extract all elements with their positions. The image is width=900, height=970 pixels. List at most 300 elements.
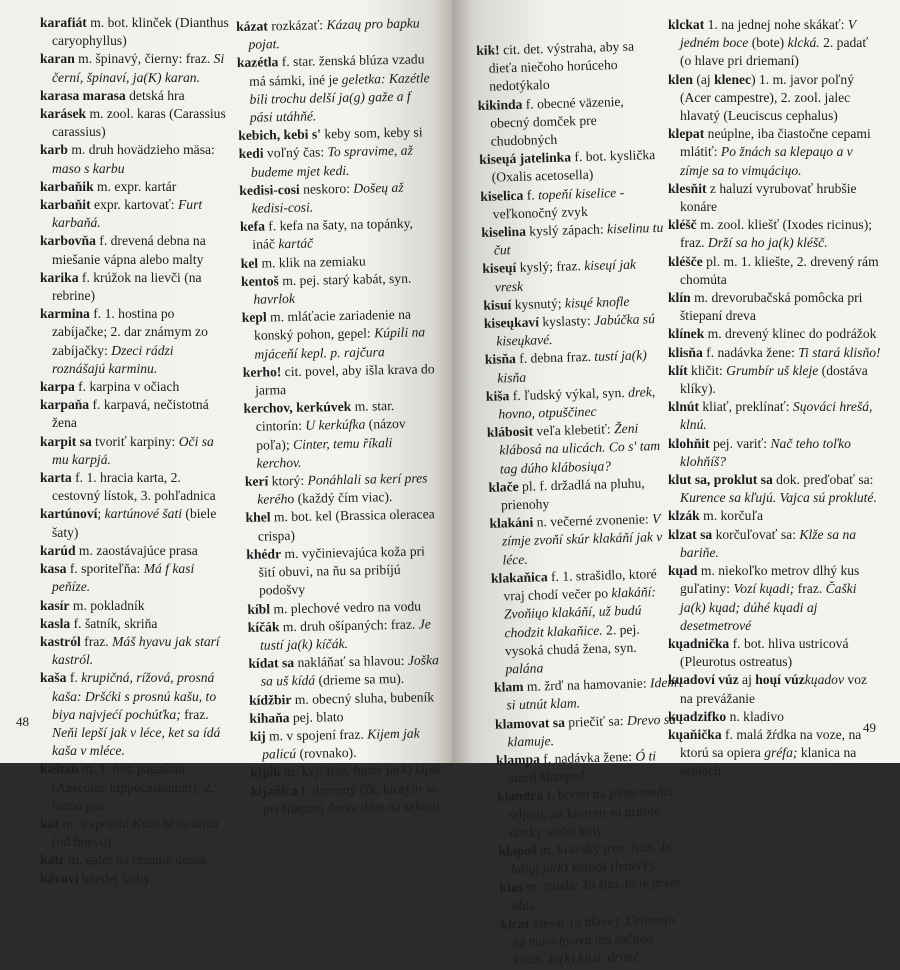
headword: klín bbox=[668, 290, 691, 306]
headword: kefa bbox=[239, 218, 266, 235]
headword: kídat sa bbox=[248, 655, 295, 671]
definition-text: f. malá žŕdka na voze, na ktorú sa opiera bbox=[680, 726, 862, 761]
right-column-1 bbox=[476, 37, 686, 970]
headword: klapoš bbox=[498, 842, 537, 859]
headword: karpa bbox=[40, 379, 75, 395]
dictionary-entry bbox=[40, 305, 230, 378]
definition-text: f. bot. kyslička (Oxalis acetosella) bbox=[491, 147, 656, 186]
definition-text: f. drevený ťík, ktorým sa pri štiepaní dreva tlčie na sekeru bbox=[263, 779, 440, 817]
definition-text: m. zool. karas (Carassius carassius) bbox=[52, 106, 226, 140]
dictionary-entry bbox=[40, 505, 230, 541]
headword: kikinda bbox=[477, 96, 523, 113]
dictionary-entry bbox=[478, 91, 663, 151]
dictionary-entry bbox=[40, 815, 230, 851]
definition-text: (biele šaty) bbox=[52, 506, 217, 540]
headword: kųad bbox=[668, 563, 698, 579]
definition-text: o (každý čím viac). bbox=[287, 489, 393, 507]
dictionary-entry bbox=[668, 635, 882, 671]
dictionary-entry bbox=[40, 560, 230, 596]
dictionary-entry bbox=[496, 747, 681, 789]
dictionary-entry bbox=[40, 269, 230, 305]
dictionary-entry bbox=[497, 783, 682, 843]
definition-text: m. trieda: bbox=[522, 877, 583, 895]
definition-text: f. karpavá, nečistotná žena bbox=[52, 397, 209, 431]
definition-text: m. korčuľa bbox=[699, 508, 764, 524]
headword: kázat bbox=[236, 18, 269, 34]
headword: karbovňa bbox=[40, 233, 96, 249]
dictionary-entry bbox=[40, 87, 230, 105]
headword: kiseųí bbox=[482, 260, 517, 277]
definition-text: m. v spojení bbox=[58, 815, 133, 831]
dictionary-entry bbox=[250, 724, 447, 764]
dictionary-entry bbox=[668, 71, 882, 126]
definition-text: m. vyčinievajúca koža pri šití obuvi, na ňu sa pribíjú podošvy bbox=[258, 543, 425, 598]
dictionary-entry bbox=[249, 688, 445, 710]
example-text: Čaški ja(k) kųad; dúhé kųadi aj desetmetrové bbox=[680, 581, 857, 633]
dictionary-entry bbox=[498, 837, 683, 879]
headword: kųaňička bbox=[668, 726, 722, 742]
headword: kųadoví vúz bbox=[668, 672, 739, 688]
definition-text: detská hra bbox=[125, 87, 185, 103]
definition-text: f. obecné väzenie, obecný domček pre chudobných bbox=[490, 93, 625, 149]
dictionary-entry bbox=[668, 708, 882, 726]
definition-text: voľný čas: bbox=[263, 144, 328, 161]
example-text: Jabúčka sú kiseųkavé. bbox=[496, 311, 656, 349]
headword: kebich, kebi s' bbox=[238, 126, 322, 144]
definition-text: (názov poľa); bbox=[256, 416, 406, 453]
definition-text: (lenivý). bbox=[606, 857, 658, 874]
definition-text: (drieme sa mu). bbox=[314, 671, 405, 688]
headword: klut sa, proklut sa bbox=[668, 472, 773, 488]
headword: kazétla bbox=[236, 54, 279, 71]
definition-text: korčuľovať sa: bbox=[712, 526, 800, 542]
headword: kat bbox=[40, 815, 59, 831]
right-page bbox=[452, 0, 900, 968]
dictionary-entry bbox=[668, 325, 882, 343]
headword: klakaňica bbox=[490, 569, 548, 586]
headword: klínek bbox=[668, 326, 705, 342]
dictionary-entry bbox=[668, 507, 882, 525]
definition-text: f. star. ženská blúza vzadu má sámki, iné je bbox=[249, 51, 425, 89]
example-text: To žito, to je první klas. bbox=[511, 874, 681, 913]
example-text: Drží sa ho ja(k) kléšč. bbox=[707, 235, 828, 251]
dictionary-entry bbox=[668, 362, 882, 398]
definition-text: f. ľudský výkal, syn. bbox=[509, 384, 629, 404]
dictionary-entry bbox=[40, 870, 230, 888]
dictionary-entry bbox=[476, 37, 661, 97]
headword: karmina bbox=[40, 306, 90, 322]
dictionary-entry bbox=[40, 633, 230, 669]
headword: karafiát bbox=[40, 15, 87, 30]
definition-text: f. 1. strašidlo, ktoré vraj chodí večer po bbox=[503, 566, 657, 604]
definition-text: m. zool. kliešť (Ixodes ricinus); fraz. bbox=[680, 217, 873, 251]
dictionary-entry bbox=[239, 178, 436, 218]
headword: klábosit bbox=[486, 423, 534, 441]
example-text: Ženi klábosá na ulicách. Co s' tam tag dúho klábosiųa? bbox=[499, 420, 661, 477]
left-column-1 bbox=[40, 14, 230, 888]
example-text: havrlok bbox=[253, 290, 296, 307]
example-text: Neňi lepší jak v léce, ket sa ídá kaša v mléce. bbox=[52, 724, 221, 759]
headword: klenec bbox=[714, 71, 752, 87]
headword: kasír bbox=[40, 597, 70, 613]
definition-text: m. niekoľko metrov dlhý kus guľatiny: bbox=[680, 563, 860, 597]
dictionary-entry bbox=[481, 219, 666, 261]
definition-text: cit. povel, aby išla krava do jarma bbox=[255, 361, 435, 398]
definition-text: m. pej. starý kabát, syn. bbox=[278, 270, 412, 289]
dictionary-entry bbox=[40, 14, 230, 50]
dictionary-entry bbox=[668, 435, 882, 471]
headword: kátr bbox=[40, 852, 65, 868]
left-page bbox=[0, 0, 452, 886]
headword: kedisi-cosi bbox=[239, 181, 300, 198]
dictionary-entry bbox=[241, 269, 438, 309]
definition-text: m. kravský trus: fraz. bbox=[536, 839, 660, 858]
headword: kíčák bbox=[247, 618, 280, 635]
example-text: Furt karbaňá. bbox=[52, 197, 203, 231]
headword: kijaňica bbox=[250, 782, 298, 799]
headword: karpit sa bbox=[40, 433, 92, 449]
example-text: topeňí kiselice bbox=[537, 184, 617, 202]
headword: klohňit bbox=[668, 435, 710, 451]
definition-text: kličit: bbox=[687, 362, 727, 378]
headword: kíbl bbox=[247, 600, 271, 617]
example-text: tustí ja(k) kisňa bbox=[497, 347, 647, 386]
dictionary-entry bbox=[668, 398, 882, 434]
left-column-2 bbox=[236, 14, 447, 819]
example-text: kiseųí jak vresk bbox=[494, 257, 637, 295]
definition-text: f. karpina v očiach bbox=[74, 379, 180, 395]
definition-text: m. mláťacie zariadenie na konský pohon, gepel: bbox=[253, 306, 412, 344]
example-text: maso s karbu bbox=[52, 160, 125, 176]
headword: kedi bbox=[238, 145, 264, 162]
definition-text: m. drevorubačská pomôcka pri štiepaní dreva bbox=[680, 290, 863, 324]
headword: kaša bbox=[40, 670, 67, 686]
headword: khédr bbox=[246, 546, 282, 562]
example-text: Si černí, špinaví, ja(K) karan. bbox=[52, 51, 225, 85]
definition-text: f. sporiteľňa: bbox=[66, 561, 144, 577]
example-text: Katu bi sa daya bbox=[132, 815, 219, 831]
dictionary-entry bbox=[480, 182, 665, 224]
dictionary-entry bbox=[494, 674, 679, 716]
definition-text: ktorý: bbox=[268, 472, 308, 489]
headword: karan bbox=[40, 51, 75, 67]
headword: kiseųkaví bbox=[483, 314, 540, 331]
definition-text: (bote) bbox=[748, 35, 788, 51]
headword: karúd bbox=[40, 542, 76, 558]
dictionary-entry bbox=[245, 506, 442, 546]
definition-text: f. bot. hliva ustricová (Pleurotus ostreatus) bbox=[680, 635, 849, 670]
example-text: Klže sa na bariňe. bbox=[680, 526, 857, 560]
headword: kídžbir bbox=[248, 691, 292, 708]
dictionary-entry bbox=[668, 526, 882, 562]
dictionary-entry bbox=[248, 651, 445, 691]
definition-text: m. drevený klinec do podrážok bbox=[704, 326, 877, 342]
definition-text: priečiť sa: bbox=[564, 712, 628, 730]
definition-text: fraz. bbox=[80, 633, 113, 649]
dictionary-entry bbox=[668, 16, 882, 71]
definition-text: 2. padať (o hlave pri driemaní) bbox=[680, 35, 869, 69]
dictionary-entry bbox=[484, 310, 669, 352]
dictionary-entry bbox=[236, 14, 433, 54]
example-text: Ó ti stará klampo! bbox=[508, 748, 657, 786]
definition-text: kyslý zápach: bbox=[525, 221, 608, 239]
definition-text: f. 1. hracia karta, 2. cestovný lístok, 3. pohľadnica bbox=[52, 470, 216, 504]
example-text: Kurence sa kľujú. Vajca sú prokluté. bbox=[680, 490, 877, 506]
definition-text: kyslasty: bbox=[538, 312, 595, 330]
definition-text: m. zaostávajúce prasa bbox=[75, 542, 198, 558]
dictionary-entry bbox=[500, 910, 685, 970]
headword: hoųí vúz bbox=[755, 672, 805, 688]
dictionary-entry bbox=[40, 597, 230, 615]
headword: kihaňa bbox=[249, 709, 290, 726]
headword: klandra bbox=[496, 787, 544, 805]
definition-text: f. kefa na šaty, na topánky, ináč bbox=[252, 215, 414, 253]
dictionary-entry bbox=[245, 469, 442, 509]
headword: klampa bbox=[495, 751, 541, 768]
dictionary-entry bbox=[40, 50, 230, 86]
definition-text: m. gáter na rezanie dosák bbox=[64, 852, 207, 868]
definition-text: f. šatník, skriňa bbox=[70, 615, 158, 631]
right-column-2 bbox=[668, 16, 882, 781]
headword: klen bbox=[668, 71, 693, 87]
definition-text: dok. preďobať sa: bbox=[772, 472, 874, 488]
headword: klckat bbox=[668, 17, 705, 32]
headword: karásek bbox=[40, 106, 87, 122]
headword: klisňa bbox=[668, 344, 703, 360]
example-text: Má f kasi peňíze. bbox=[52, 561, 195, 595]
dictionary-entry bbox=[668, 125, 882, 180]
example-text: Došeų až kedisi-cosi. bbox=[251, 179, 404, 216]
example-text: drek, hovno, otpuščinec bbox=[498, 383, 656, 422]
dictionary-entry bbox=[668, 562, 882, 635]
example-text: geletka: Kazétle bili trochu delší ja(g) gaže a f pási utáhňé. bbox=[249, 69, 430, 125]
dictionary-entry bbox=[495, 710, 680, 752]
headword: kasa bbox=[40, 561, 67, 577]
example-text: Nač teho toľko klohňíš? bbox=[680, 435, 851, 469]
example-text: Joška sa uš kídá bbox=[260, 652, 439, 689]
dictionary-entry bbox=[40, 232, 230, 268]
definition-text: f. debna fraz. bbox=[515, 349, 595, 367]
headword: karbaňik bbox=[40, 178, 94, 194]
definition-text: (rovnako). bbox=[295, 744, 357, 762]
example-text: Drímaųo sa mu a hyava mu začaųa klcat. Ja(k) klcá, drímé. bbox=[512, 911, 675, 968]
headword: kastról bbox=[40, 633, 81, 649]
dictionary-entry bbox=[238, 142, 435, 182]
definition-text: f. nadávka žene: bbox=[539, 748, 636, 767]
definition-text: klesať (o hlave): bbox=[529, 912, 626, 931]
dictionary-entry bbox=[40, 396, 230, 432]
dictionary-entry bbox=[668, 289, 882, 325]
example-text: To spravime, až budeme mjet kedi. bbox=[250, 143, 413, 180]
dictionary-entry bbox=[240, 214, 437, 254]
example-text: Kúpili na mjáceňí kepl. p. rajčura bbox=[254, 324, 426, 362]
headword: karika bbox=[40, 269, 79, 285]
dictionary-entry bbox=[248, 615, 445, 655]
definition-text: ; bbox=[97, 506, 105, 522]
definition-text: 1. na jednej nohe skákať: bbox=[704, 17, 848, 32]
dictionary-entry bbox=[40, 378, 230, 396]
definition-text: cit. det. výstraha, aby sa dieťa niečoho horúceho nedotýkalo bbox=[488, 38, 635, 95]
definition-text: m. špinavý, čierny: fraz. bbox=[74, 51, 214, 67]
example-text: klcká. bbox=[787, 35, 820, 51]
definition-text: kliať, preklínať: bbox=[698, 399, 793, 415]
dictionary-entry bbox=[668, 471, 882, 507]
headword: kisuí bbox=[483, 296, 512, 313]
example-text: kiselinu tu čut bbox=[493, 219, 664, 258]
headword: klas bbox=[499, 879, 524, 896]
example-text: Je tustí ja(k) kíčák. bbox=[259, 616, 431, 653]
dictionary-entry bbox=[668, 180, 882, 216]
definition-text: expr. kartovať: bbox=[90, 197, 178, 213]
dictionary-entry bbox=[40, 760, 230, 815]
definition-text: z haluzí vyrubovať hrubšie konáre bbox=[680, 180, 857, 215]
definition-text: m. žrď na hamovanie: bbox=[523, 675, 651, 695]
example-text: palána bbox=[505, 660, 544, 677]
example-text: Sųováci hrešá, klnú. bbox=[680, 399, 873, 433]
dictionary-entry bbox=[242, 305, 439, 363]
headword: karb bbox=[40, 142, 68, 158]
definition-text: m. bot. kel (Brassica oleracea crispa) bbox=[257, 506, 435, 544]
dictionary-entry bbox=[40, 433, 230, 469]
dictionary-entry bbox=[243, 396, 440, 473]
headword: klepat bbox=[668, 126, 705, 142]
headword: klače bbox=[488, 478, 519, 495]
example-text: kųadov bbox=[804, 672, 844, 688]
definition-text: nakláňať sa hlavou: bbox=[293, 652, 409, 671]
definition-text: f. bbox=[66, 670, 82, 686]
dictionary-entry bbox=[491, 565, 678, 679]
headword: karbaňit bbox=[40, 197, 91, 213]
definition-text: m. 1. bot. pagaštan (Aesculus hippocastanum); 2. meno psa bbox=[52, 761, 214, 813]
definition-text: neúplne, iba čiastočne cepami mlátiť: bbox=[680, 126, 871, 160]
dictionary-entry bbox=[40, 105, 230, 141]
definition-text: n. večerné zvonenie: bbox=[533, 511, 653, 530]
headword: kasla bbox=[40, 615, 71, 631]
headword: kerchov, kerkúvek bbox=[243, 399, 352, 417]
headword: kij bbox=[249, 728, 266, 744]
definition-text: (od hnevu). bbox=[52, 834, 115, 850]
example-text: V zímje zvoňí skúr klakáňí jak v léce. bbox=[501, 511, 663, 568]
dictionary-entry bbox=[40, 178, 230, 196]
headword: klakáni bbox=[489, 514, 534, 532]
example-text: Je hňiųí ja(k) klapoš bbox=[510, 838, 672, 877]
definition-text: kyslý; fraz. bbox=[516, 258, 585, 276]
example-text: Kázaų pro bapku pojat. bbox=[248, 15, 420, 52]
definition-text: m. druh ošípaných: fraz. bbox=[279, 616, 419, 634]
headword: khel bbox=[245, 509, 271, 526]
definition-text: klanica na saniach bbox=[680, 745, 857, 779]
dictionary-entry bbox=[40, 615, 230, 633]
example-text: kartáč bbox=[278, 235, 314, 252]
dictionary-entry bbox=[668, 216, 882, 252]
definition-text: m. druh hovädzieho mäsa: bbox=[67, 142, 215, 158]
definition-text: 2. pej. vysoká chudá žena, syn. bbox=[504, 621, 640, 659]
definition-text: f. krúžok na lievči (na rebrine) bbox=[52, 269, 202, 304]
definition-text: f. drevená debna na miešanie vápna alebo malty bbox=[52, 233, 206, 267]
definition-text: pej. blato bbox=[289, 708, 344, 725]
example-text: Idem si utnút klam. bbox=[506, 674, 678, 713]
example-text: Cinter, temu říkali kerchov. bbox=[256, 434, 393, 471]
dictionary-entry bbox=[482, 255, 667, 297]
dictionary-entry bbox=[668, 671, 882, 707]
dictionary-entry bbox=[243, 360, 440, 400]
dictionary-entry bbox=[499, 874, 684, 916]
page-number-right: 49 bbox=[863, 720, 876, 735]
definition-text: ) 1. m. javor poľný (Acer campestre), 2. zool. jalec hlavatý (Leuciscus cephalus) bbox=[680, 71, 855, 124]
example-text: Drevo sa klamuje. bbox=[507, 711, 677, 750]
dictionary-entry bbox=[246, 542, 443, 600]
definition-text: kysnutý; bbox=[511, 295, 566, 312]
definition-text: tvoriť karpiny: bbox=[91, 433, 179, 449]
definition-text: f. 1. hostina po zabíjačke; 2. dar známym zo zabíjačky: bbox=[52, 306, 208, 358]
headword: kávoví bbox=[40, 870, 79, 886]
example-text: Vozí kųadi; bbox=[733, 581, 795, 597]
dictionary-entry bbox=[668, 344, 882, 362]
definition-text: voz na prevážanie bbox=[680, 672, 868, 706]
headword: kisňa bbox=[484, 351, 517, 368]
headword: kartúnoví bbox=[40, 506, 98, 522]
example-text: Ti stará klisňo! bbox=[798, 344, 881, 360]
definition-text: m. obecný sluha, bubeník bbox=[291, 688, 435, 707]
headword: klesňit bbox=[668, 180, 707, 196]
example-text: Grumbír uš kleje bbox=[726, 362, 819, 378]
headword: kųadnička bbox=[668, 635, 730, 651]
example-text: Po žnách sa klepaųo a v zímje sa to vimųáciųo. bbox=[680, 144, 853, 178]
definition-text: pl. f. držadlá na pluhu, prienohy bbox=[500, 475, 645, 513]
definition-text: f. brvno na plote medzi stĺpmi, na ktorom sú pribité dosky alebo koly bbox=[509, 784, 674, 841]
dictionary-entry bbox=[40, 542, 230, 560]
dictionary-entry bbox=[485, 346, 670, 388]
headword: kepl bbox=[241, 309, 267, 326]
dictionary-entry bbox=[668, 253, 882, 289]
headword: klamovat sa bbox=[494, 714, 566, 732]
example-text: krupičná, rížová, prosná kaša: Dršćki s prosnú kašu, to biya najvjećí pochúťka; bbox=[52, 670, 217, 722]
dictionary-entry bbox=[40, 851, 230, 869]
headword: klzat sa bbox=[668, 526, 713, 542]
definition-text: m. star. cintorín: bbox=[255, 398, 395, 435]
definition-text: hnedej farby bbox=[78, 870, 151, 886]
dictionary-entry bbox=[486, 383, 671, 425]
dictionary-entry bbox=[40, 469, 230, 505]
definition-text: pl. m. 1. kliešte, 2. drevený rám chomúta bbox=[680, 253, 879, 287]
headword: kik! bbox=[476, 42, 500, 58]
example-text: U kerkúfka bbox=[305, 417, 366, 434]
definition-text: m. expr. kartár bbox=[93, 178, 177, 194]
headword: kiseųá jatelinka bbox=[479, 149, 572, 168]
headword: karta bbox=[40, 470, 72, 486]
example-text: Dzeci rádzi roznášajú karminu. bbox=[52, 342, 174, 376]
headword: klzák bbox=[668, 508, 700, 524]
headword: kléšče bbox=[668, 253, 703, 269]
headword: kaštan bbox=[40, 761, 79, 777]
dictionary-entry bbox=[488, 474, 673, 516]
headword: karpaňa bbox=[40, 397, 90, 413]
definition-text: m. bot. klinček (Dianthus caryophyllus) bbox=[52, 15, 229, 49]
headword: kerí bbox=[244, 473, 269, 489]
definition-text: rozkázať: bbox=[267, 17, 327, 34]
dictionary-entry bbox=[237, 51, 434, 128]
definition-text: f. nadávka žene: bbox=[702, 344, 799, 360]
example-text: Ponáhlali sa kerí pres keréh bbox=[257, 470, 428, 507]
example-text: Kijem jak palicú bbox=[261, 725, 420, 762]
definition-text: fraz. bbox=[794, 581, 826, 597]
example-text: kartúnové šati bbox=[104, 506, 183, 522]
dictionary-entry bbox=[251, 779, 448, 819]
definition-text: m. klik na zemiaku bbox=[257, 253, 366, 271]
headword: kiják bbox=[250, 764, 281, 781]
example-text: husté ja(k) kiják bbox=[353, 761, 442, 779]
definition-text: veľa klebetiť: bbox=[532, 421, 615, 439]
